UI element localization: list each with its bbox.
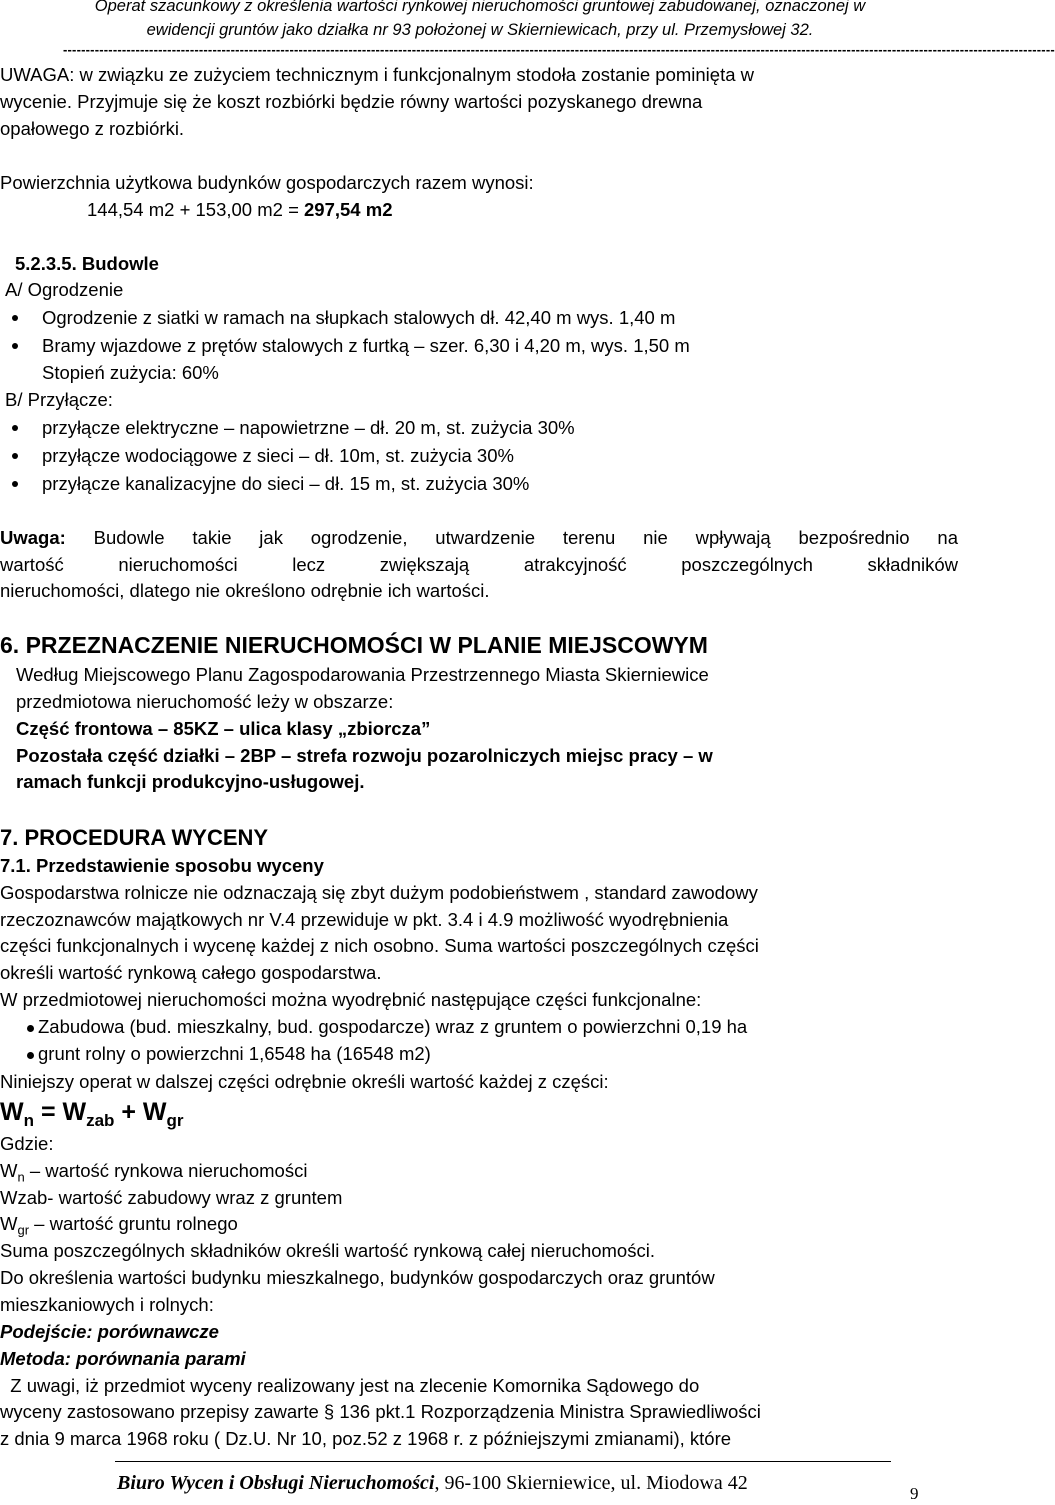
bullet-icon — [12, 425, 18, 431]
bullet-icon — [12, 481, 18, 487]
budowle-heading: 5.2.3.5. Budowle — [15, 253, 159, 274]
formula-sub-gr: gr — [166, 1111, 184, 1130]
area-label: Powierzchnia użytkowa budynków gospodarczych razem wynosi: — [0, 172, 534, 193]
section-7-heading: 7. PROCEDURA WYCENY — [0, 825, 269, 850]
bullet-icon — [12, 343, 18, 349]
page-number: 9 — [910, 1484, 919, 1503]
section-7-p6-line2: wyceny zastosowano przepisy zawarte § 136 pkt.1 Rozporządzenia Ministra Sprawiedliwości — [0, 1401, 761, 1422]
ogrodzenie-item: Bramy wjazdowe z prętów stalowych z furtką – szer. 6,30 i 4,20 m, wys. 1,50 m — [42, 335, 690, 356]
uwaga-budowle-text: Budowle takie jak ogrodzenie, utwardzenie terenu nie wpływają bezpośrednio na — [65, 527, 958, 548]
def-text: – wartość gruntu rolnego — [29, 1213, 238, 1234]
formula-w: W — [0, 1098, 24, 1126]
uwaga-budowle-line2: wartość nieruchomości lecz zwiększają atrakcyjność poszczególnych składników — [0, 554, 958, 575]
definition-wzab: Wzab- wartość zabudowy wraz z gruntem — [0, 1187, 343, 1208]
uwaga-stodola-line3: opałowego z rozbiórki. — [0, 118, 185, 139]
ogrodzenie-item: Ogrodzenie z siatki w ramach na słupkach stalowych dł. 42,40 m wys. 1,40 m — [42, 307, 676, 328]
section-7-p6-line1: Z uwagi, iż przedmiot wyceny realizowany jest na zlecenie Komornika Sądowego do — [0, 1375, 700, 1396]
section-6-heading: 6. PRZEZNACZENIE NIERUCHOMOŚCI W PLANIE MIEJSCOWYM — [0, 632, 708, 658]
def-text: – wartość rynkowa nieruchomości — [24, 1160, 308, 1181]
przylacze-item: przyłącze elektryczne – napowietrzne – dł. 20 m, st. zużycia 30% — [42, 417, 575, 438]
formula-eq: = W — [34, 1098, 87, 1126]
section-7-p1-line2: rzeczoznawców majątkowych nr V.4 przewiduje w pkt. 3.4 i 4.9 możliwość wyodrębnienia — [0, 909, 729, 930]
section-7-p1-line1: Gospodarstwa rolnicze nie odznaczają się zbyt dużym podobieństwem , standard zawodowy — [0, 882, 758, 903]
section-7-p6-line3: z dnia 9 marca 1968 roku ( Dz.U. Nr 10, poz.52 z 1968 r. z późniejszymi zmianami), które — [0, 1428, 732, 1449]
footer-text — [117, 1472, 748, 1495]
section-6-front: Część frontowa – 85KZ – ulica klasy „zbiorcza” — [16, 718, 431, 739]
footer-address: , 96-100 Skierniewice, ul. Miodowa 42 — [434, 1472, 748, 1494]
uwaga-budowle-line1 — [0, 527, 958, 549]
section-7-p1-line4: określi wartość rynkową całego gospodarstwa. — [0, 962, 382, 983]
area-calc-plain: 144,54 m2 + 153,00 m2 = — [87, 199, 305, 220]
bullet-icon — [27, 1025, 34, 1032]
section-7-p1-line3: części funkcjonalnych i wycenę każdej z nich osobno. Suma wartości poszczególnych części — [0, 935, 759, 956]
header-dash-separator: --------------------------------------------------------------------------------------------------------------------------------------------------------------------------------------------------------------------------- — [63, 42, 1055, 57]
def-w: W — [0, 1160, 18, 1181]
przylacze-label: B/ Przyłącze: — [5, 389, 113, 410]
section-6-rest1: Pozostała część działki – 2BP – strefa rozwoju pozarolniczych miejsc pracy – w — [16, 745, 713, 766]
bullet-icon — [27, 1052, 34, 1059]
section-7-1-heading: 7.1. Przedstawienie sposobu wyceny — [0, 855, 324, 876]
ogrodzenie-wear: Stopień zużycia: 60% — [42, 362, 219, 383]
przylacze-item: przyłącze wodociągowe z sieci – dł. 10m, st. zużycia 30% — [42, 445, 514, 466]
footer-office-name: Biuro Wycen i Obsługi Nieruchomości — [117, 1472, 435, 1494]
section-7-p3: Niniejszy operat w dalszej części odrębnie określi wartość każdej z części: — [0, 1071, 609, 1092]
bullet-icon — [12, 453, 18, 459]
def-w: W — [0, 1213, 18, 1234]
section-6-line2: przedmiotowa nieruchomość leży w obszarze: — [16, 691, 394, 712]
functional-part-item: grunt rolny o powierzchni 1,6548 ha (16548 m2) — [38, 1043, 431, 1064]
section-7-p5-line1: Do określenia wartości budynku mieszkalnego, budynków gospodarczych oraz gruntów — [0, 1267, 715, 1288]
definition-wgr — [0, 1213, 238, 1238]
area-calc-total: 297,54 m2 — [304, 199, 393, 220]
section-7-p5-line2: mieszkaniowych i rolnych: — [0, 1294, 214, 1315]
def-sub-gr: gr — [17, 1222, 30, 1238]
formula-sub-zab: zab — [86, 1111, 115, 1130]
uwaga-stodola-line2: wycenie. Przyjmuje się że koszt rozbiórki będzie równy wartości pozyskanego drewna — [0, 91, 703, 112]
def-sub-n: n — [17, 1169, 25, 1185]
section-7-p2: W przedmiotowej nieruchomości można wyodrębnić następujące części funkcjonalne: — [0, 989, 702, 1010]
ogrodzenie-label: A/ Ogrodzenie — [5, 279, 124, 300]
approach-label: Podejście: porównawcze — [0, 1321, 219, 1342]
definition-wn — [0, 1160, 307, 1185]
section-6-line1: Według Miejscowego Planu Zagospodarowania Przestrzennego Miasta Skierniewice — [16, 664, 709, 685]
section-6-rest2: ramach funkcji produkcyjno-usługowej. — [16, 771, 365, 792]
formula-plus: + W — [114, 1098, 167, 1126]
method-label: Metoda: porównania parami — [0, 1348, 246, 1369]
uwaga-stodola-line1: UWAGA: w związku ze zużyciem technicznym i funkcjonalnym stodoła zostanie pominięta w — [0, 64, 754, 85]
formula-sub-n: n — [23, 1111, 34, 1130]
valuation-formula — [0, 1098, 184, 1131]
section-7-p4: Suma poszczególnych składników określi wartość rynkową całej nieruchomości. — [0, 1240, 655, 1261]
area-calculation — [87, 199, 392, 221]
bullet-icon — [12, 315, 18, 321]
uwaga-label: Uwaga: — [0, 527, 66, 548]
footer-rule — [115, 1461, 891, 1462]
gdzie-label: Gdzie: — [0, 1133, 54, 1154]
running-header-line2: ewidencji gruntów jako działka nr 93 położonej w Skierniewicach, przy ul. Przemysłowej 32. — [146, 21, 814, 39]
running-header-line1: Operat szacunkowy z określenia wartości rynkowej nieruchomości gruntowej zabudowanej, oznaczonej w — [94, 0, 866, 15]
przylacze-item: przyłącze kanalizacyjne do sieci – dł. 15 m, st. zużycia 30% — [42, 473, 530, 494]
uwaga-budowle-line3: nieruchomości, dlatego nie określono odrębnie ich wartości. — [0, 580, 490, 601]
functional-part-item: Zabudowa (bud. mieszkalny, bud. gospodarcze) wraz z gruntem o powierzchni 0,19 ha — [38, 1016, 748, 1037]
